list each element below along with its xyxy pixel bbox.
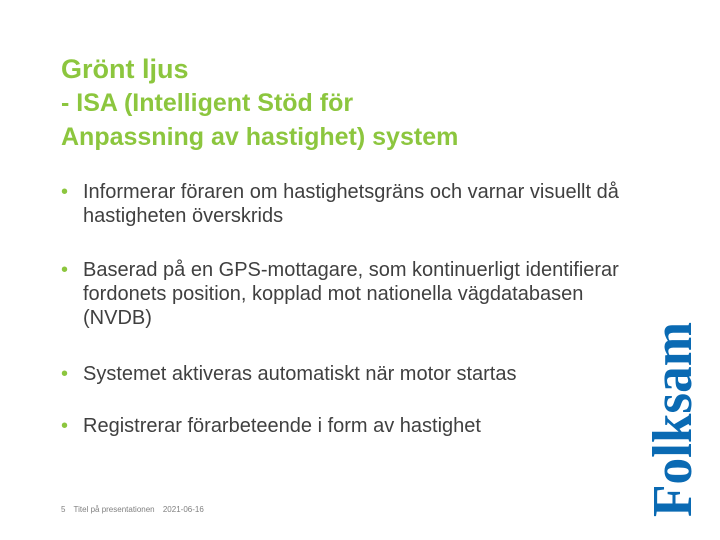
- bullet-text: Registrerar förarbeteende i form av hastighet: [83, 415, 481, 437]
- bullet-item: [61, 258, 643, 330]
- bullet-item: [61, 414, 643, 438]
- bullet-text: Baserad på en GPS-mottagare, som kontinuerligt identifierar fordonets position, kopplad mot nationella vägdatabasen (NVDB): [83, 259, 619, 329]
- bullet-marker: •: [61, 363, 69, 385]
- bullet-text: Informerar föraren om hastighetsgräns och varnar visuellt då hastigheten överskrids: [83, 181, 619, 227]
- slide-footer: [61, 505, 210, 514]
- logo-text: Folksam: [642, 311, 704, 517]
- bullet-item: [61, 180, 643, 228]
- bullet-marker: •: [61, 259, 69, 281]
- title-line-2: - ISA (Intelligent Stöd för: [61, 89, 354, 117]
- bullet-text: Systemet aktiveras automatiskt när motor startas: [83, 363, 517, 385]
- page-number: 5: [61, 505, 66, 514]
- bullet-item: [61, 362, 643, 386]
- slide-title: [61, 52, 621, 154]
- title-line-1: Grönt ljus: [61, 54, 189, 84]
- bullet-marker: •: [61, 415, 69, 437]
- presentation-date: 2021-06-16: [162, 505, 204, 514]
- bullet-marker: •: [61, 181, 69, 203]
- folksam-logo: [642, 311, 704, 517]
- presentation-title: Titel på presentationen: [73, 505, 155, 514]
- title-line-3: Anpassning av hastighet) system: [61, 123, 459, 151]
